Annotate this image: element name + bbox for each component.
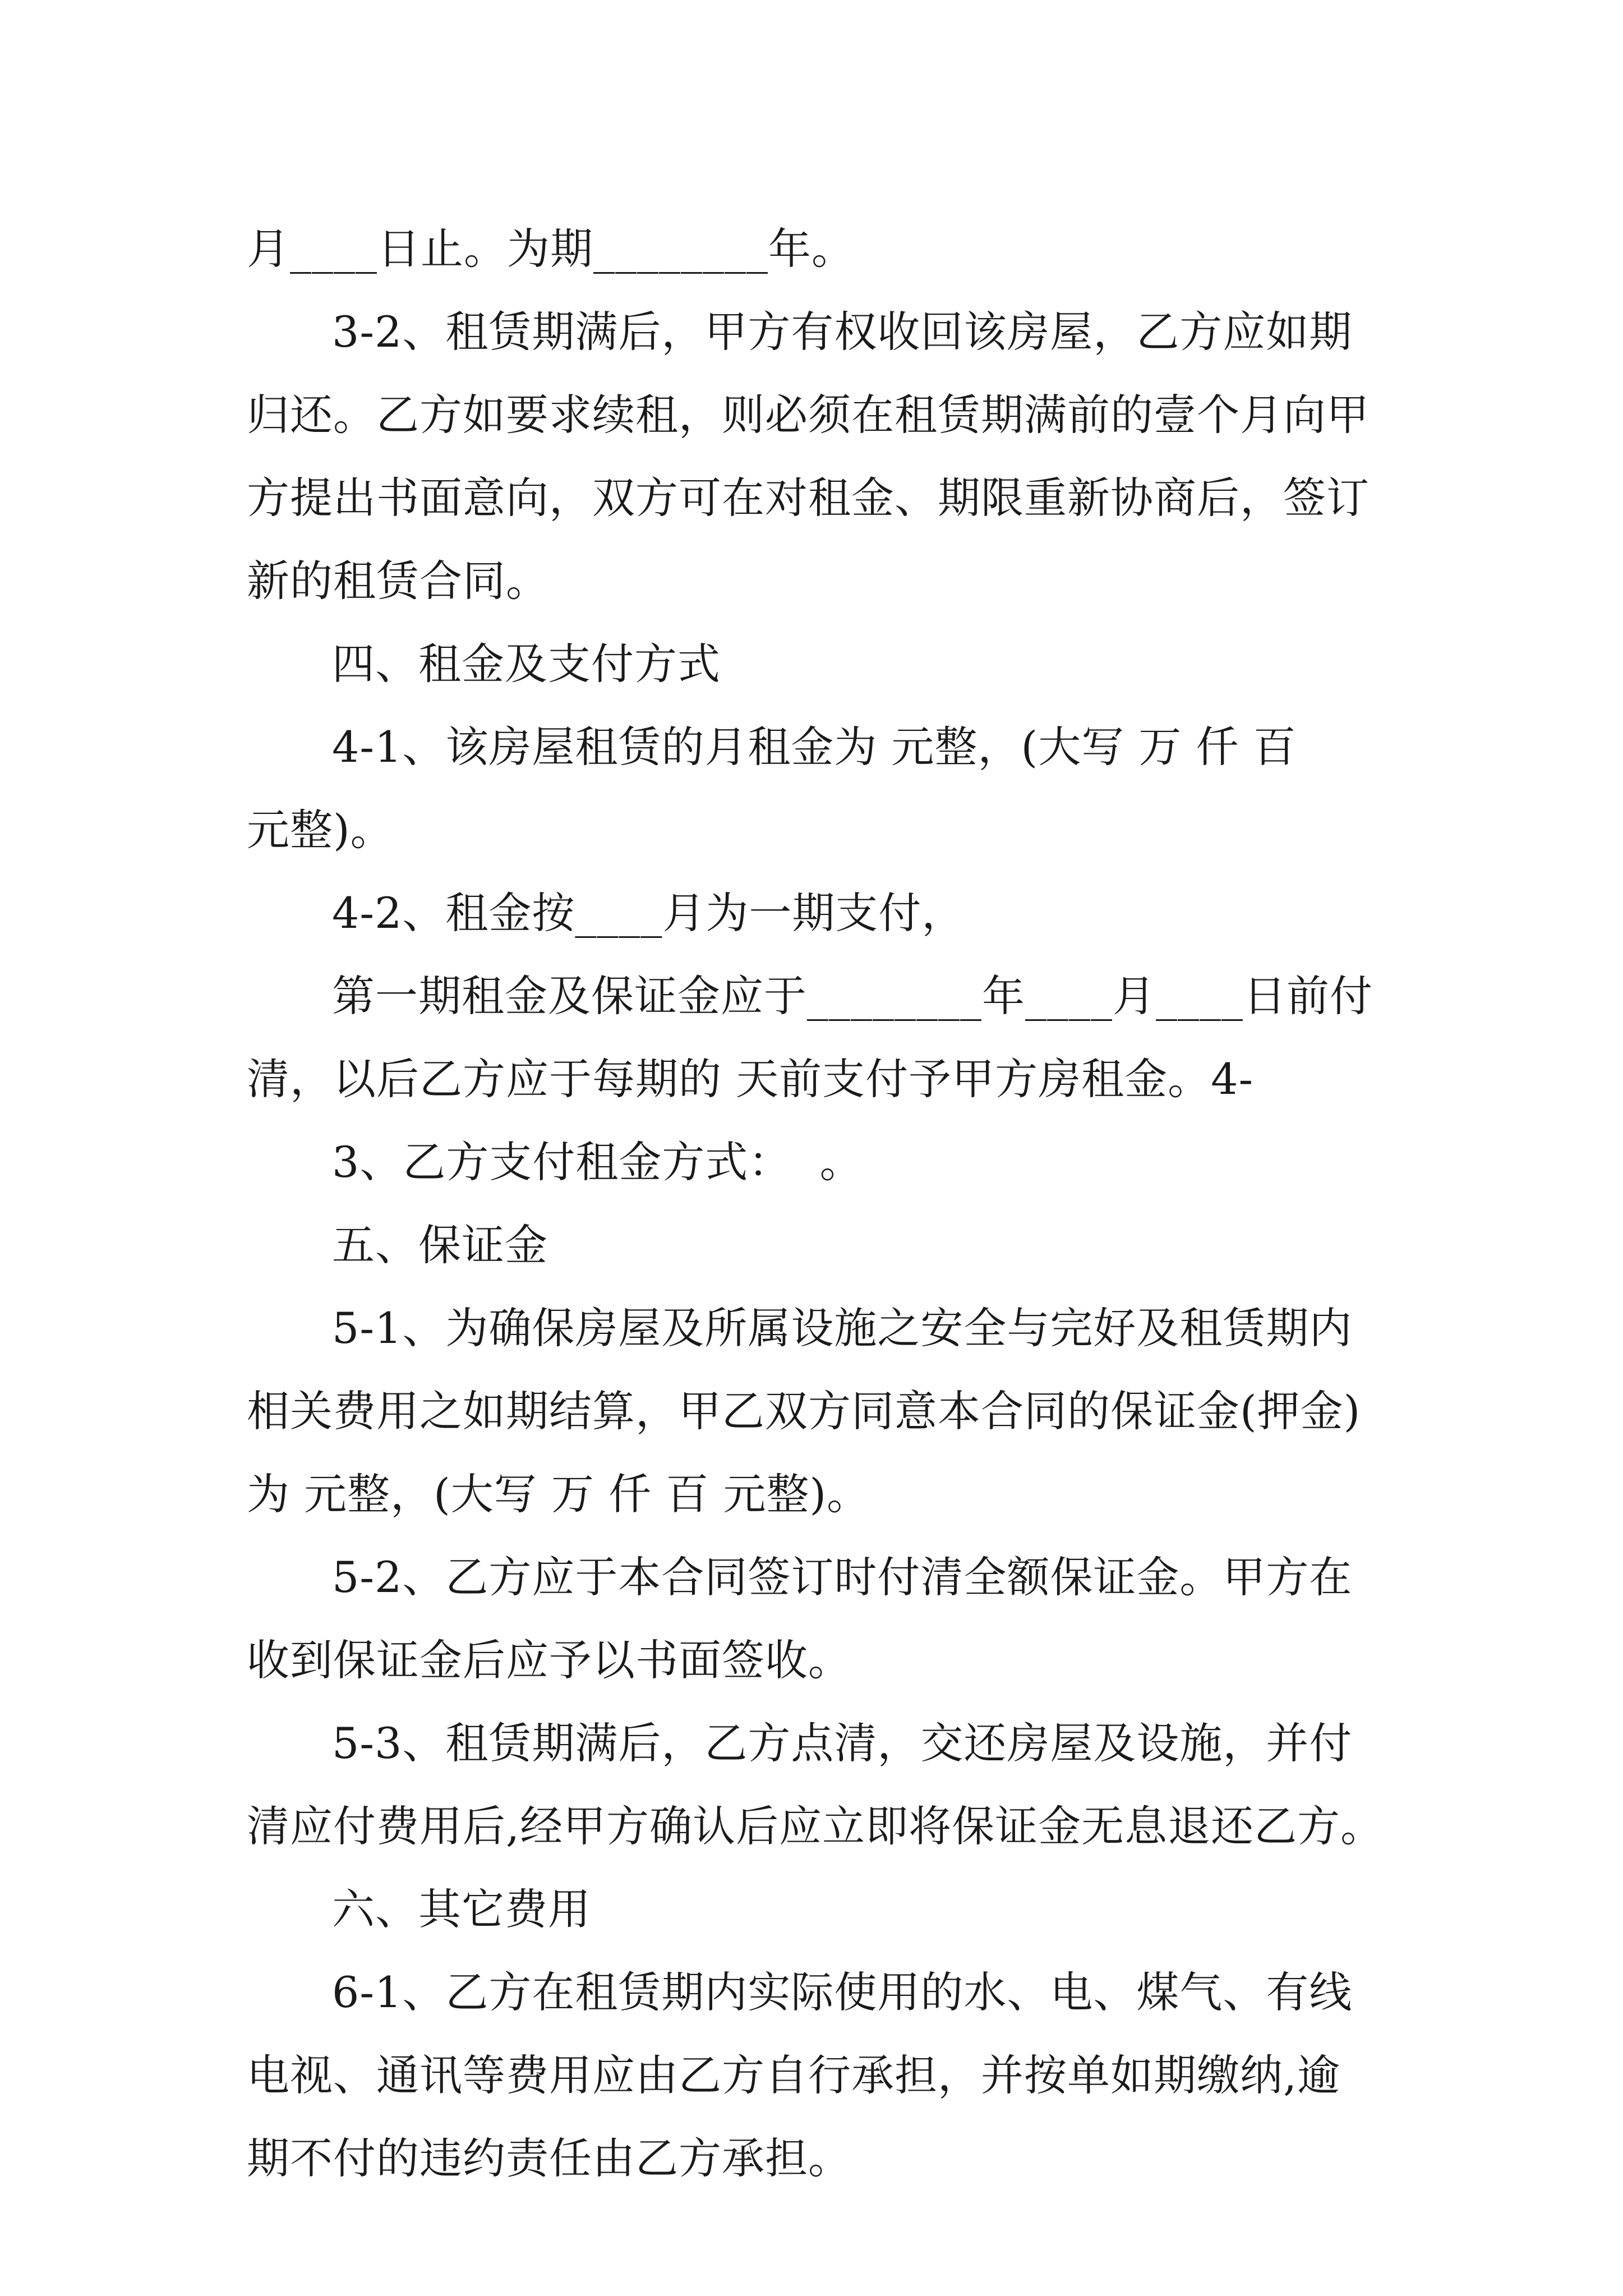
text-line: 新的租赁合同。 [247,556,549,606]
text-line: 清，以后乙方应于每期的 天前支付予甲方房租金。4- [247,1054,1254,1104]
text-line: 月____日止。为期________年。 [247,224,855,274]
text-line: 5-2、乙方应于本合同签订时付清全额保证金。甲方在 [332,1552,1353,1602]
text-line: 清应付费用后,经甲方确认后应立即将保证金无息退还乙方。 [247,1801,1384,1851]
text-line: 元整)。 [247,805,394,855]
text-line: 4-1、该房屋租赁的月租金为 元整，(大写 万 仟 百 [332,722,1297,772]
section-heading: 五、保证金 [332,1220,548,1270]
section-heading: 六、其它费用 [332,1884,591,1934]
section-heading: 四、租金及支付方式 [332,639,721,689]
text-line: 电视、通讯等费用应由乙方自行承担，并按单如期缴纳,逾 [247,2050,1341,2100]
text-line: 3-2、租赁期满后，甲方有权收回该房屋，乙方应如期 [332,307,1353,357]
text-line: 归还。乙方如要求续租，则必须在租赁期满前的壹个月向甲 [247,390,1370,440]
text-line: 4-2、租金按____月为一期支付， [332,888,965,938]
text-line: 第一期租金及保证金应于________年____月____日前付 [332,971,1373,1021]
text-line: 收到保证金后应予以书面签收。 [247,1635,851,1685]
text-line: 为 元整，(大写 万 仟 百 元整)。 [247,1469,870,1519]
text-line: 5-3、租赁期满后，乙方点清，交还房屋及设施，并付 [332,1718,1353,1768]
text-line: 3、乙方支付租金方式： 。 [332,1137,863,1187]
document-body [247,208,1388,2200]
text-line: 方提出书面意向，双方可在对租金、期限重新协商后，签订 [247,473,1370,523]
text-line: 6-1、乙方在租赁期内实际使用的水、电、煤气、有线 [332,1967,1353,2017]
text-line: 5-1、为确保房屋及所属设施之安全与完好及租赁期内 [332,1303,1353,1353]
text-line: 期不付的违约责任由乙方承担。 [247,2133,851,2183]
text-line: 相关费用之如期结算，甲乙双方同意本合同的保证金(押金) [247,1386,1361,1436]
